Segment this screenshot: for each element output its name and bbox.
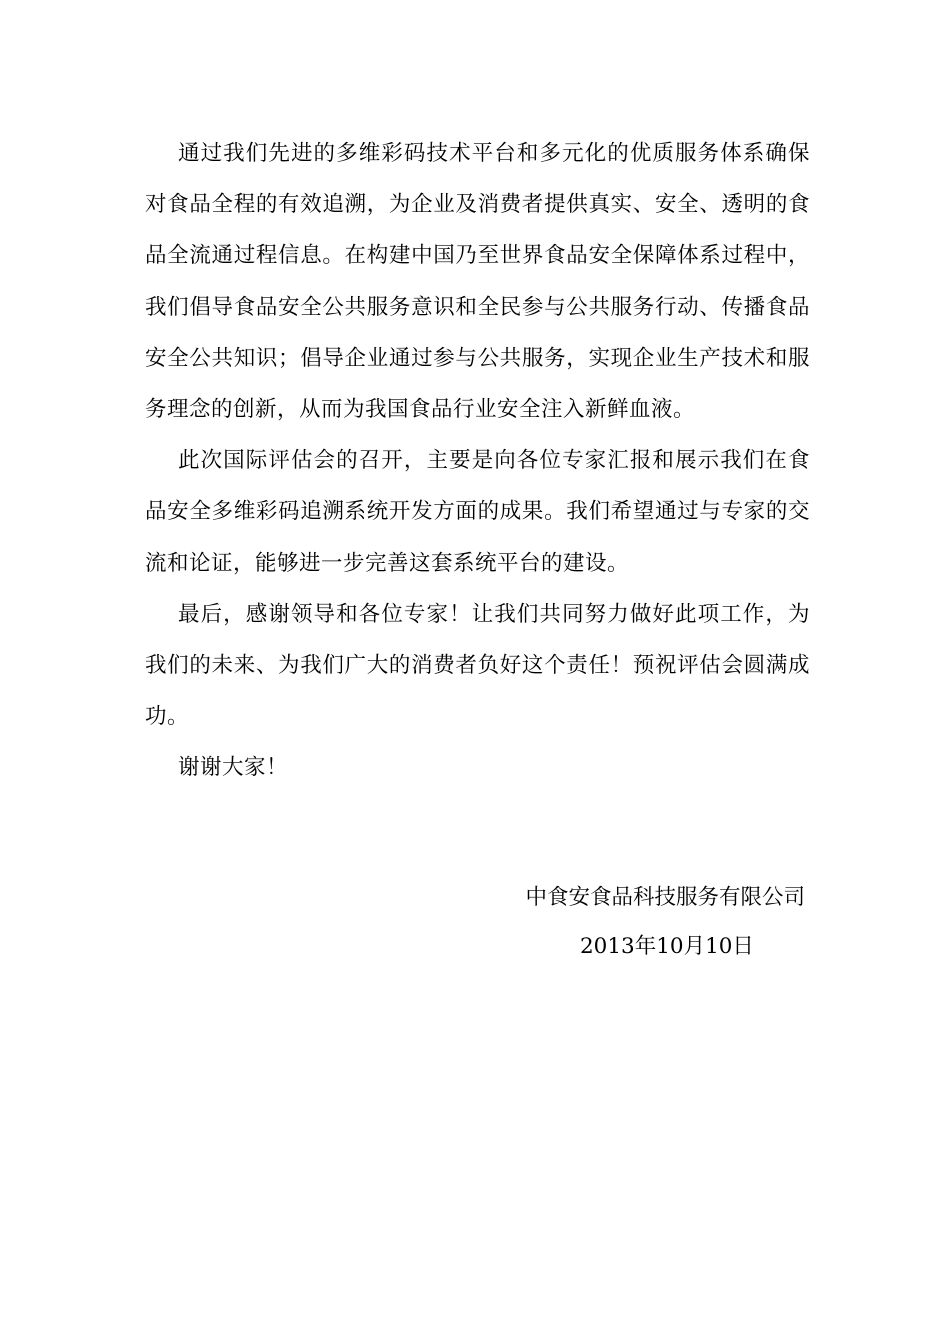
signature-date: 2013年10月10日 <box>580 934 754 959</box>
paragraph-thanks: 最后，感谢领导和各位专家！让我们共同努力做好此项工作，为我们的未来、为我们广大的消费者负好这个责任！预祝评估会圆满成功。 <box>145 601 810 730</box>
signature-company: 中食安食品科技服务有限公司 <box>525 885 805 910</box>
letter-body <box>145 128 810 794</box>
paragraph-traceability: 通过我们先进的多维彩码技术平台和多元化的优质服务体系确保对食品全程的有效追溯，为企业及消费者提供真实、安全、透明的食品全流通过程信息。在构建中国乃至世界食品安全保障体系过程中，我们倡导食品安全公共服务意识和全民参与公共服务行动、传播食品安全公共知识；倡导企业通过参与公共服务，实现企业生产技术和服务理念的创新，从而为我国食品行业安全注入新鲜血液。 <box>145 141 810 423</box>
paragraph-closing: 谢谢大家！ <box>178 755 289 781</box>
paragraph-evaluation-meeting: 此次国际评估会的召开，主要是向各位专家汇报和展示我们在食品安全多维彩码追溯系统开发方面的成果。我们希望通过与专家的交流和论证，能够进一步完善这套系统平台的建设。 <box>145 448 810 576</box>
